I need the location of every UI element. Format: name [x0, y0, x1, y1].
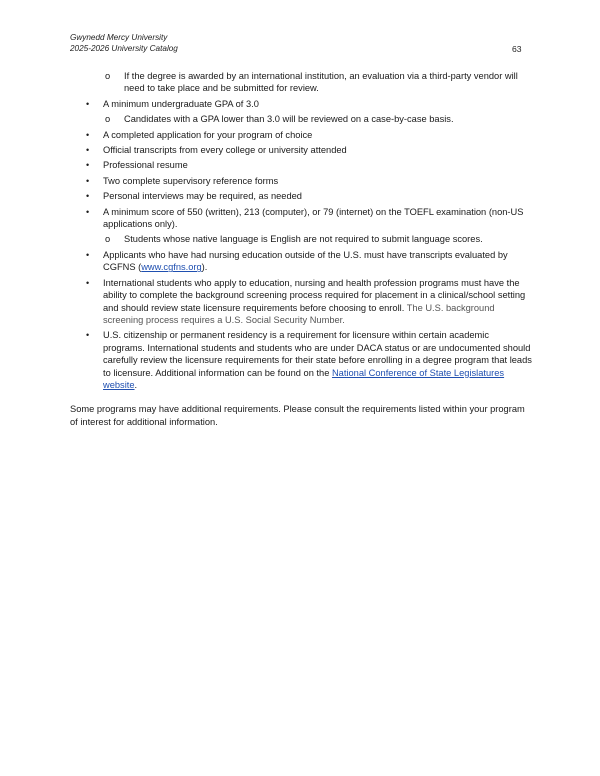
sub-bullet-marker: o [105, 234, 111, 245]
sub-bullet-marker: o [105, 71, 111, 81]
list-item [70, 249, 532, 274]
list-item [70, 190, 532, 202]
item-text-prefix: Applicants who have had nursing education outside of the U.S. must have transcripts evaluated by CGFNS ( [103, 249, 508, 273]
list-item-sub [70, 113, 532, 125]
background-text: International students who apply to education, nursing and health profession programs must have the ability to complete the background screening process required for placement in a clinical/school setting and should review state licensure requirements before choosing to enroll. [103, 277, 526, 313]
item-text: A minimum score of 550 (written), 213 (computer), or 79 (internet) on the TOEFL examination (non-US applications only). [103, 206, 524, 230]
item-text [70, 249, 532, 274]
item-text-suffix: . [134, 379, 138, 390]
list-item [70, 175, 532, 187]
list-item [70, 206, 532, 231]
item-text [70, 277, 532, 327]
item-text: Official transcripts from every college or university attended [103, 145, 347, 156]
item-text [70, 329, 532, 391]
bullet-marker: • [86, 160, 90, 171]
list-item [70, 129, 532, 141]
ncsl-link[interactable]: National Conference of State Legislatures website [103, 367, 505, 390]
list-item-sub [70, 70, 532, 95]
item-text: Two complete supervisory reference forms [103, 175, 279, 186]
item-text: If the degree is awarded by an international institution, an evaluation via a third-party vendor will need to take place and be submitted for review. [124, 71, 518, 94]
header-institution: Gwynedd Mercy University [70, 33, 168, 42]
bullet-marker: • [86, 206, 90, 217]
bullet-marker: • [86, 145, 90, 156]
page-number: 63 [512, 44, 522, 54]
item-text-suffix: ). [201, 262, 208, 273]
item-text: A completed application for your program of choice [103, 129, 313, 140]
bullet-marker: • [86, 129, 90, 140]
item-text: Professional resume [103, 160, 188, 171]
closing-paragraph: Some programs may have additional requirements. Please consult the requirements listed within your program of interest for additional information. [70, 404, 525, 427]
item-text: Students whose native language is English are not required to submit language scores. [124, 234, 483, 245]
header-catalog-title: 2025-2026 University Catalog [70, 43, 178, 53]
running-header [70, 33, 178, 54]
sub-bullet-marker: o [105, 114, 111, 125]
bullet-marker: • [86, 98, 90, 109]
item-text-prefix: U.S. citizenship or permanent residency is a requirement for licensure within certain academic programs. International students and students who are under DACA status or are undocumented should carefully review the licensure requirements for their state before enrolling in a degree program that leads to licensure. Additional information can be found on the [103, 330, 532, 378]
bullet-marker: • [86, 277, 90, 288]
cgfns-link[interactable]: www.cgfns.org [141, 262, 202, 273]
list-item [70, 98, 532, 110]
item-text: A minimum undergraduate GPA of 3.0 [103, 98, 259, 109]
requirements-list [70, 70, 532, 437]
list-item [70, 329, 532, 391]
item-text: Candidates with a GPA lower than 3.0 will be reviewed on a case-by-case basis. [124, 114, 454, 125]
list-item [70, 159, 532, 171]
list-item [70, 277, 532, 327]
ssn-note: The U.S. background screening process requires a U.S. Social Security Number. [103, 302, 495, 325]
bullet-marker: • [86, 175, 90, 186]
list-item-sub [70, 233, 532, 245]
bullet-marker: • [86, 330, 90, 341]
item-text: Personal interviews may be required, as needed [103, 191, 302, 202]
list-item [70, 144, 532, 156]
bullet-marker: • [86, 191, 90, 202]
bullet-marker: • [86, 249, 90, 260]
